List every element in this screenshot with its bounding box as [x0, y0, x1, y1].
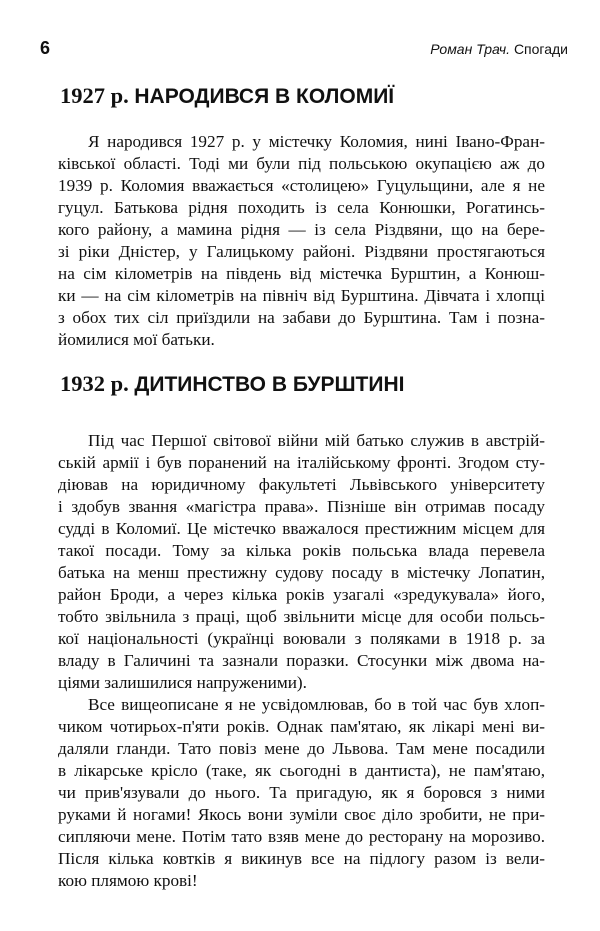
text-line: ціями залишилися напруженими).: [58, 673, 307, 692]
text-line: ській армії і був поранений на італійському фронті. Згодом сту-: [58, 453, 545, 472]
text-line: судді в Коломиї. Це містечко вважалося престижним місцем для: [58, 519, 545, 538]
text-line: на сім кілометрів на південь від містечка Бурштин, а Конюш-: [58, 264, 545, 283]
text-line: район Броди, а через кілька років узагалі «зредукувала» його,: [58, 585, 545, 604]
section-heading-1927: [60, 82, 560, 111]
section-heading-year: 1927 р.: [60, 83, 129, 108]
text-line: даляли гланди. Тато повіз мене до Львова. Там мене посадили: [58, 739, 545, 758]
section-heading-year: 1932 р.: [60, 371, 129, 396]
text-line: гуцул. Батькова рідня походить із села Конюшки, Рогатинсь-: [58, 198, 545, 217]
text-line: Під час Першої світової війни мій батько служив в австрій-: [88, 431, 545, 450]
text-line: з обох тих сіл приїздили на забави до Бурштина. Там і позна-: [58, 308, 545, 327]
running-title-book: Спогади: [513, 41, 568, 57]
text-line: йомилися мої батьки.: [58, 330, 215, 349]
text-line: кої національності (українці воювали з поляками в 1918 р. за: [58, 629, 545, 648]
text-line: Я народився 1927 р. у містечку Коломия, нині Івано-Фран-: [88, 132, 545, 151]
text-line: в лікарське крісло (таке, як сьогодні в дантиста), не пам'ятаю,: [58, 761, 545, 780]
page-number: 6: [40, 38, 51, 58]
text-line: ківської області. Тоді ми були під польською окупацією аж до: [58, 154, 545, 173]
text-line: кого району, а мамина рідня — із села Різдвяни, що на бере-: [58, 220, 545, 239]
text-line: Все вищеописане я не усвідомлював, бо в той час був хлоп-: [88, 695, 545, 714]
text-line: батька на менш престижну судову посаду в містечку Лопатин,: [58, 563, 545, 582]
text-line: кою плямою крові!: [58, 871, 198, 890]
section-heading-title: НАРОДИВСЯ В КОЛОМИЇ: [134, 85, 395, 108]
text-line: чиком чотирьох-п'яти років. Однак пам'ятаю, як лікарі мені ви-: [58, 717, 545, 736]
text-line: і здобув звання «магістра права». Пізніше він отримав посаду: [58, 497, 545, 516]
text-line: такої посади. Тому за кілька років польська влада перевела: [58, 541, 545, 560]
text-line: чи прив'язували до нього. Та пригадую, як я боровся з ними: [58, 783, 545, 802]
running-title-author: Роман Трач.: [430, 41, 511, 57]
text-line: ки — на сім кілометрів на північ від Бурштина. Дівчата і хлопці: [58, 286, 545, 305]
running-title: [430, 41, 568, 57]
text-line: тобто звільнила з праці, щоб звільнити місце для особи польсь-: [58, 607, 545, 626]
section-heading-1932: [60, 370, 560, 399]
section-heading-title: ДИТИНСТВО В БУРШТИНІ: [134, 373, 405, 396]
running-head: [40, 38, 568, 59]
text-line: зі ріки Дністер, у Галицькому районі. Різдвяни простягаються: [58, 242, 545, 261]
text-line: діював на юридичному факультеті Львівського університету: [58, 475, 545, 494]
text-line: 1939 р. Коломия вважається «столицею» Гуцульщини, але я не: [58, 176, 545, 195]
text-line: Після кілька ковтків я викинув все на підлогу разом із вели-: [58, 849, 545, 868]
text-line: владу в Галичині та зазнали поразки. Стосунки між двома на-: [58, 651, 545, 670]
text-line: руками й ногами! Якось вони зуміли своє діло зробити, не при-: [58, 805, 545, 824]
text-line: сипляючи мене. Потім тато взяв мене до ресторану на морозиво.: [58, 827, 545, 846]
